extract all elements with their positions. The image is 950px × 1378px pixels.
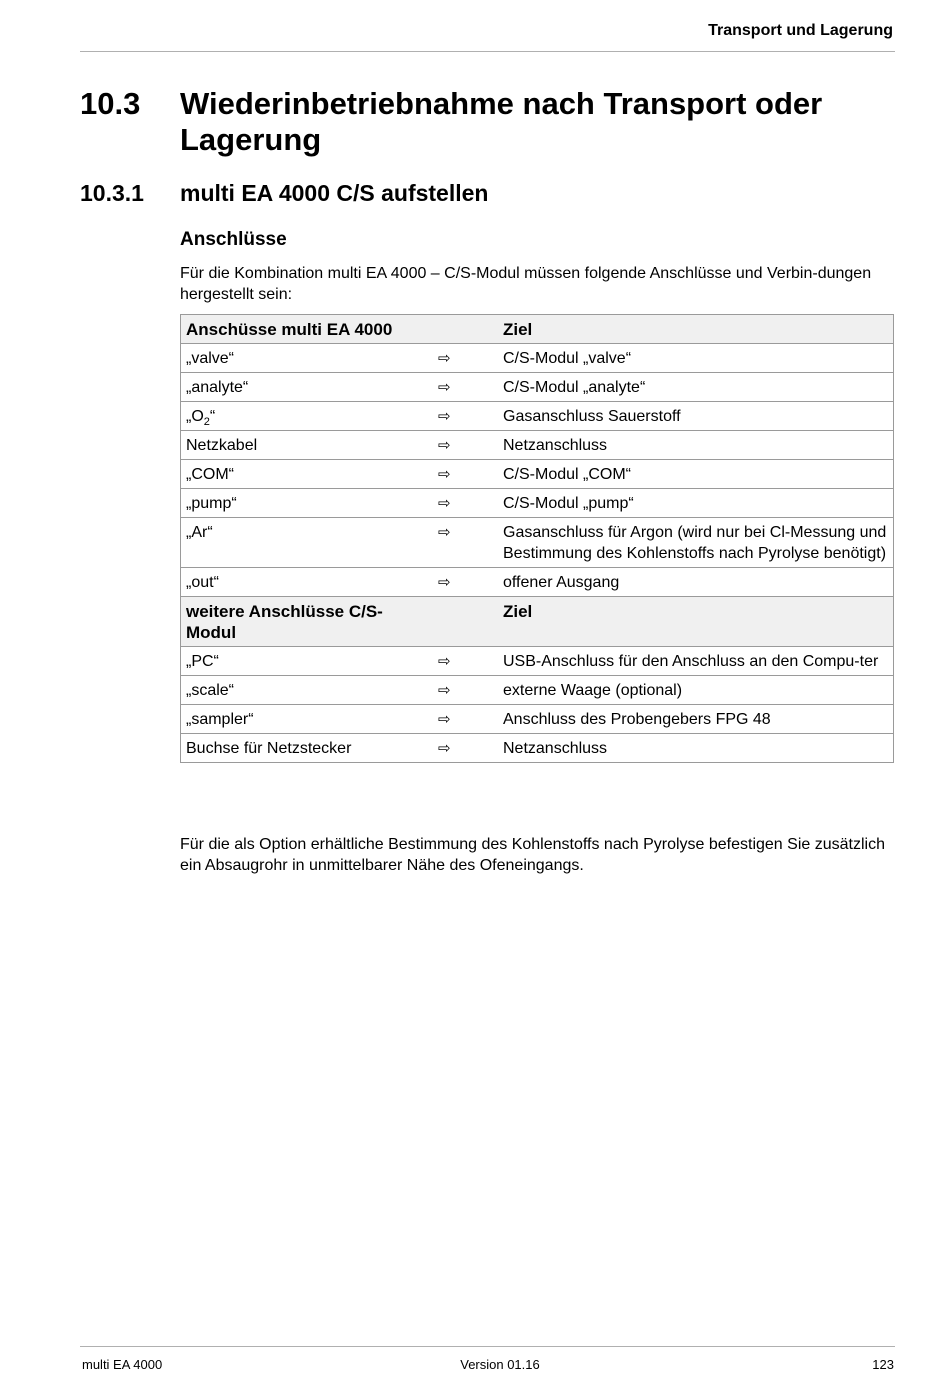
connection-source: „scale“ [181,676,433,705]
table-row [181,373,894,402]
connection-target: C/S-Modul „analyte“ [498,373,894,402]
header-arrow-cell [432,597,498,647]
connections-heading: Anschlüsse [180,229,287,250]
header-arrow-cell [432,315,498,344]
subsection-title: multi EA 4000 C/S aufstellen [180,180,489,206]
right-arrow-icon: ⇨ [438,711,451,728]
connection-source: Netzkabel [181,431,433,460]
page-number: 123 [872,1357,894,1372]
connection-source: „analyte“ [181,373,433,402]
table-row [181,518,894,568]
connection-source: „COM“ [181,460,433,489]
connection-target: Netzanschluss [498,734,894,763]
footer-version: Version 01.16 [460,1357,540,1372]
connection-source: Buchse für Netzstecker [181,734,433,763]
connection-target: C/S-Modul „COM“ [498,460,894,489]
right-arrow-icon: ⇨ [438,495,451,512]
connection-target: Anschluss des Probengebers FPG 48 [498,705,894,734]
table-row [181,676,894,705]
connection-target: Gasanschluss für Argon (wird nur bei Cl-Messung und Bestimmung des Kohlenstoffs nach Pyrolyse benötigt) [498,518,894,568]
table-row [181,647,894,676]
table-row [181,705,894,734]
connection-target: Netzanschluss [498,431,894,460]
right-arrow-icon: ⇨ [438,466,451,483]
right-arrow-icon: ⇨ [438,740,451,757]
intro-paragraph: Für die Kombination multi EA 4000 – C/S-Modul müssen folgende Anschlüsse und Verbin-dungen hergestellt sein: [180,265,872,303]
connection-target: C/S-Modul „valve“ [498,344,894,373]
table-header-row [181,315,894,344]
connection-target: offener Ausgang [498,568,894,597]
source-prefix: „O [186,408,204,425]
footer-divider [80,1346,895,1347]
right-arrow-icon: ⇨ [438,350,451,367]
connection-target: externe Waage (optional) [498,676,894,705]
connection-source: „Ar“ [181,518,433,568]
header-target: Ziel [498,315,894,344]
pyrolysis-note: Für die als Option erhältliche Bestimmung des Kohlenstoffs nach Pyrolyse befestigen Sie zusätzlich ein Absaugrohr in unmittelbarer Nähe des Ofeneingangs. [180,836,885,874]
connection-target: USB-Anschluss für den Anschluss an den Compu-ter [498,647,894,676]
right-arrow-icon: ⇨ [438,408,451,425]
section-number: 10.3 [80,86,141,121]
connection-source: „pump“ [181,489,433,518]
right-arrow-icon: ⇨ [438,524,451,541]
connection-source: „sampler“ [181,705,433,734]
running-header: Transport und Lagerung [708,22,893,39]
table-row [181,431,894,460]
header-connections-cs: weitere Anschlüsse C/S-Modul [181,597,433,647]
connection-source: „PC“ [181,647,433,676]
connections-table [180,314,894,763]
connection-target: Gasanschluss Sauerstoff [498,402,894,431]
right-arrow-icon: ⇨ [438,682,451,699]
subsection-number: 10.3.1 [80,180,144,206]
source-subscript: 2 [203,416,210,429]
header-connections-ea: Anschüsse multi EA 4000 [181,315,433,344]
table-row [181,734,894,763]
right-arrow-icon: ⇨ [438,574,451,591]
table-subheader-row [181,597,894,647]
connection-source [181,402,433,431]
footer-product: multi EA 4000 [82,1357,163,1372]
table-row [181,489,894,518]
table-row [181,460,894,489]
source-suffix: “ [209,408,216,425]
right-arrow-icon: ⇨ [438,437,451,454]
table-row [181,344,894,373]
connection-source: „out“ [181,568,433,597]
connection-target: C/S-Modul „pump“ [498,489,894,518]
header-target: Ziel [498,597,894,647]
right-arrow-icon: ⇨ [438,653,451,670]
section-title: Wiederinbetriebnahme nach Transport oder Lagerung [180,86,823,157]
header-divider [80,51,895,52]
right-arrow-icon: ⇨ [438,379,451,396]
connection-source: „valve“ [181,344,433,373]
table-row [181,402,894,431]
table-row [181,568,894,597]
